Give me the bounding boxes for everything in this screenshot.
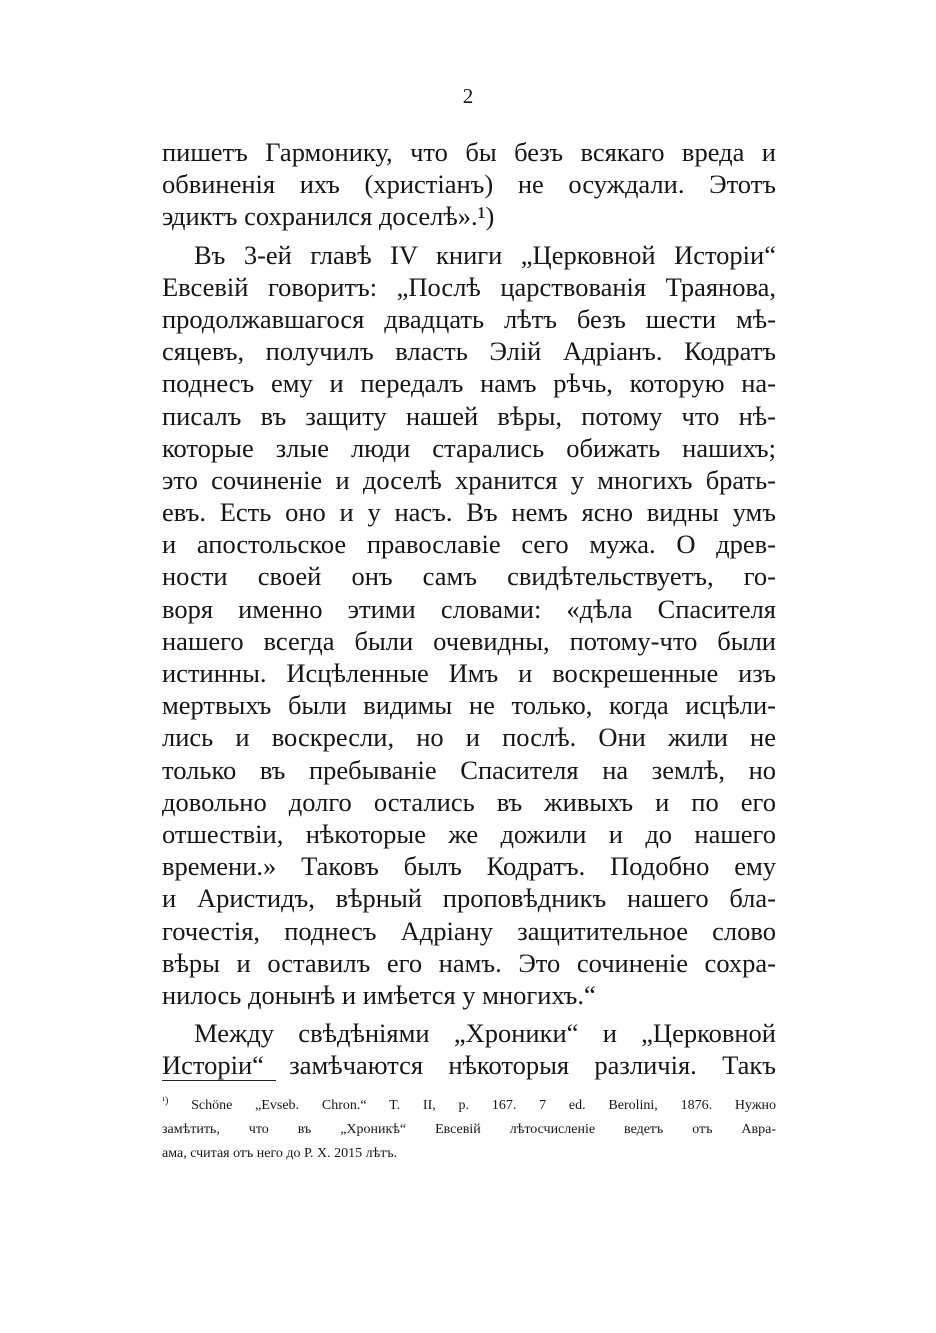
text-line: истинны. Исцѣленные Имъ и воскрешенные изъ	[162, 658, 776, 688]
text-line: ности своей онъ самъ свидѣтельствуетъ, го-	[162, 561, 776, 592]
text-line: нашего всегда были очевидны, потому-что были	[162, 625, 776, 656]
text-line: эдиктъ сохранился доселѣ».¹)	[162, 201, 495, 232]
text-line: обвиненія ихъ (христіанъ) не осуждали. Этотъ	[162, 169, 776, 200]
main-text	[162, 136, 776, 1081]
text-line: поднесъ ему и передалъ намъ рѣчь, которую на-	[162, 368, 776, 399]
footnote-line: ама, считая отъ него до Р. X. 2015 лѣтъ.	[162, 1146, 398, 1161]
text-line: которые злые люди старались обижать нашихъ;	[162, 432, 776, 463]
text-line: это сочиненіе и доселѣ хранится у многихъ брать-	[162, 464, 776, 495]
text-line: воря именно этими словами: «дѣла Спасителя	[162, 593, 776, 624]
text-line: только въ пребываніе Спасителя на землѣ, но	[162, 754, 776, 785]
text-line: Исторіи“ замѣчаются нѣкоторыя различія. Такъ	[162, 1050, 776, 1081]
text-line: пишетъ Гармонику, что бы безъ всякаго вреда и	[162, 137, 776, 167]
text-line: Въ 3-ей главѣ IV книги „Церковной Исторіи“	[194, 239, 776, 270]
text-line: нилось донынѣ и имѣется у многихъ.“	[162, 979, 596, 1010]
footnote-line	[162, 1094, 776, 1118]
footnote	[162, 1094, 776, 1166]
text-line: писалъ въ защиту нашей вѣры, потому что нѣ-	[162, 400, 776, 431]
text-line: гочестія, поднесъ Адріану защитительное слово	[162, 915, 776, 946]
footnote-divider	[162, 1080, 276, 1081]
footnote-text: Schöne „Evseb. Chron.“ T. II, p. 167. 7 ed. Berolini, 1876. Нужно	[191, 1098, 776, 1113]
text-line: мертвыхъ были видимы не только, когда исцѣли-	[162, 690, 776, 721]
text-line: Между свѣдѣніями „Хроники“ и „Церковной	[194, 1018, 776, 1049]
text-line: сяцевъ, получилъ власть Элій Адріанъ. Кодратъ	[162, 336, 776, 367]
text-line: отшествіи, нѣкоторые же дожили и до нашего	[162, 818, 776, 849]
text-line: довольно долго остались въ живыхъ и по его	[162, 786, 776, 817]
text-line: времени.» Таковъ былъ Кодратъ. Подобно ему	[162, 851, 776, 882]
footnote-marker: ¹)	[162, 1095, 169, 1107]
text-line: и Аристидъ, вѣрный проповѣдникъ нашего бла-	[162, 883, 776, 914]
text-line: евъ. Есть оно и у насъ. Въ немъ ясно видны умъ	[162, 497, 776, 528]
text-line: продолжавшагося двадцать лѣтъ безъ шести мѣ-	[162, 303, 776, 334]
text-line: вѣры и оставилъ его намъ. Это сочиненіе сохра-	[162, 947, 776, 978]
footnote-line: замѣтить, что въ „Хроникѣ“ Евсевій лѣтосчисленіе ведетъ отъ Авра-	[162, 1122, 776, 1137]
text-line: лись и воскресли, но и послѣ. Они жили не	[162, 722, 776, 753]
text-line: и апостольское православіе сего мужа. О древ-	[162, 529, 776, 560]
text-line: Евсевій говоритъ: „Послѣ царствованія Траянова,	[162, 271, 776, 302]
page-number: 2	[462, 84, 474, 108]
